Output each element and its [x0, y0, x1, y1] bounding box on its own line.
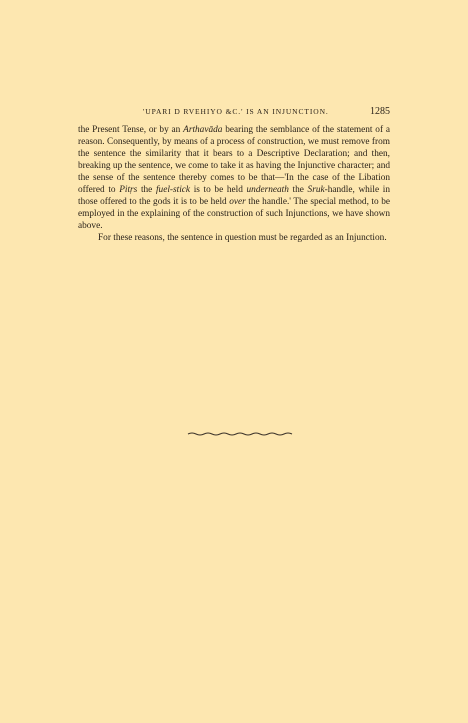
- running-header: [78, 106, 390, 120]
- text-run: the: [288, 185, 308, 195]
- paragraph: [78, 124, 390, 232]
- body-text: [78, 124, 390, 244]
- text-run: bearing the semblance of the statement of a reason. Consequently, by means of a process of construction, we must remove from the sentence the similarity that it bears to a Descriptive Declaration; and then, breaking up the sentence, we come to take it as having the Injunctive character; and the sense of the sentence thereby comes to be that—'In the case of the Libation offered to: [78, 125, 390, 195]
- italic-text: over: [229, 197, 246, 207]
- end-ornament: [186, 430, 296, 438]
- page-number: 1285: [370, 106, 390, 117]
- italic-text: Pitṛs: [119, 185, 138, 195]
- paragraph: [78, 232, 390, 244]
- text-run: -handle, while in those offered to the gods it is to be held: [78, 185, 390, 207]
- italic-text: Sruk: [307, 185, 325, 195]
- text-run: the Present Tense, or by an: [78, 125, 184, 135]
- text-run: the handle.' The special method, to be employed in the explaining of the construction of such Injunctions, we have shown above.: [78, 197, 390, 231]
- italic-text: underneath: [246, 185, 289, 195]
- italic-text: Arthavāda: [183, 125, 223, 135]
- italic-text: fuel-stick: [155, 185, 191, 195]
- text-run: For these reasons, the sentence in question must be regarded as an Injunction.: [98, 233, 387, 243]
- text-run: the: [137, 185, 156, 195]
- text-run: is to be held: [190, 185, 247, 195]
- running-title: 'UPARI D RVEHIYO &C.' IS AN INJUNCTION.: [143, 107, 329, 116]
